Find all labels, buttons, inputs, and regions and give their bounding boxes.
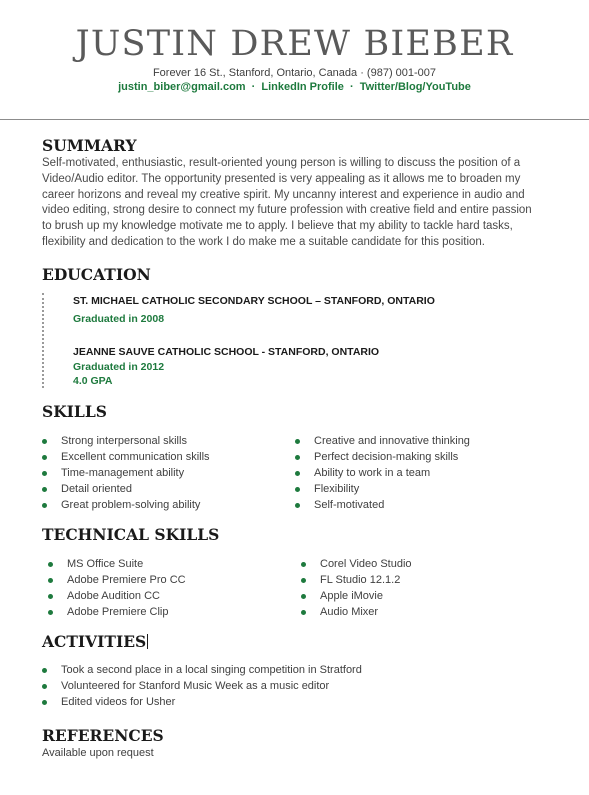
list-item-text: Great problem-solving ability	[61, 499, 201, 511]
list-item	[295, 556, 548, 572]
education-entry	[73, 293, 552, 326]
list-item	[42, 433, 295, 449]
list-item-text: Ability to work in a team	[314, 467, 431, 479]
bullet-icon	[295, 487, 300, 492]
list-item	[42, 465, 295, 481]
list-item	[42, 662, 552, 678]
school-name: ST. MICHAEL CATHOLIC SECONDARY SCHOOL – STANFORD, ONTARIO	[73, 295, 435, 307]
bullet-icon	[295, 471, 300, 476]
list-item-text: Adobe Audition CC	[67, 590, 160, 602]
list-item-text: Adobe Premiere Pro CC	[67, 574, 186, 586]
summary-text: Self-motivated, enthusiastic, result-oriented young person is willing to discuss the position of a Video/Audio editor. The opportunity presented is very appealing as it allows me to broaden my career horizons and reveal my creative spirit. My uncanny interest and experience in audio and video editing, strong desire to connect my future profession with creative field and entire passion to brush up my knowledge motivate me to apply. I believe that my ability to tackle hard tasks, flexibility and dedication to the work I do make me a suitable candidate for this position.	[42, 157, 532, 248]
bullet-icon	[301, 562, 306, 567]
list-item	[295, 433, 548, 449]
section-heading-skills: SKILLS	[42, 402, 107, 421]
graduation-year: Graduated in 2012	[73, 361, 165, 373]
list-item-text: MS Office Suite	[67, 558, 144, 570]
bullet-icon	[301, 610, 306, 615]
bullet-icon	[42, 668, 47, 673]
list-item-text: Self-motivated	[314, 499, 385, 511]
list-item	[295, 497, 548, 513]
header-divider	[0, 119, 589, 120]
bullet-icon	[42, 439, 47, 444]
section-heading-education: EDUCATION	[42, 265, 151, 284]
references-text: Available upon request	[42, 747, 154, 759]
list-item-text: Creative and innovative thinking	[314, 435, 470, 447]
skills-section	[42, 402, 552, 513]
email-link[interactable]: justin_biber@gmail.com	[118, 81, 246, 93]
separator: ·	[251, 81, 256, 93]
technical-skills-left-column	[42, 556, 295, 620]
list-item	[295, 449, 548, 465]
bullet-icon	[301, 578, 306, 583]
contact-links	[0, 81, 589, 93]
bullet-icon	[48, 594, 53, 599]
text-cursor	[147, 634, 148, 649]
list-item-text: Corel Video Studio	[320, 558, 412, 570]
list-item	[42, 694, 552, 710]
social-links[interactable]: Twitter/Blog/YouTube	[359, 81, 471, 93]
list-item-text: Adobe Premiere Clip	[67, 606, 169, 618]
graduation-year: Graduated in 2008	[73, 313, 165, 325]
bullet-icon	[42, 471, 47, 476]
list-item	[295, 572, 548, 588]
education-section	[42, 265, 552, 388]
bullet-icon	[48, 578, 53, 583]
list-item-text: Apple iMovie	[320, 590, 383, 602]
technical-skills-columns	[42, 556, 552, 620]
list-item-text: Excellent communication skills	[61, 451, 210, 463]
list-item	[42, 556, 295, 572]
list-item	[295, 465, 548, 481]
education-list	[42, 293, 552, 388]
gpa: 4.0 GPA	[73, 375, 113, 387]
list-item	[42, 572, 295, 588]
list-item	[295, 481, 548, 497]
list-item-text: Volunteered for Stanford Music Week as a music editor	[61, 680, 330, 692]
bullet-icon	[295, 455, 300, 460]
summary-section	[42, 136, 552, 251]
bullet-icon	[301, 594, 306, 599]
bullet-icon	[295, 503, 300, 508]
contact-address: Forever 16 St., Stanford, Ontario, Canada · (987) 001-007	[152, 67, 437, 79]
list-item	[42, 678, 552, 694]
skills-left-column	[42, 433, 295, 513]
bullet-icon	[42, 487, 47, 492]
bullet-icon	[42, 503, 47, 508]
list-item	[42, 481, 295, 497]
list-item	[42, 588, 295, 604]
linkedin-link[interactable]: LinkedIn Profile	[261, 81, 344, 93]
skills-columns	[42, 433, 552, 513]
references-section	[42, 726, 552, 760]
candidate-name: JUSTIN DREW BIEBER	[75, 24, 514, 64]
list-item-text: Took a second place in a local singing competition in Stratford	[61, 664, 362, 676]
section-heading-technical-skills: TECHNICAL SKILLS	[42, 525, 220, 544]
list-item-text: Strong interpersonal skills	[61, 435, 187, 447]
section-heading-summary: SUMMARY	[42, 136, 137, 155]
technical-skills-right-column	[295, 556, 548, 620]
list-item	[295, 588, 548, 604]
separator: ·	[349, 81, 354, 93]
list-item-text: Flexibility	[314, 483, 360, 495]
bullet-icon	[42, 684, 47, 689]
activities-heading-text: ACTIVITIES	[42, 632, 147, 651]
education-entry	[73, 345, 552, 388]
bullet-icon	[48, 610, 53, 615]
list-item-text: Time-management ability	[61, 467, 185, 479]
list-item-text: Perfect decision-making skills	[314, 451, 459, 463]
list-item-text: Audio Mixer	[320, 606, 379, 618]
activities-section	[42, 632, 552, 710]
activities-list	[42, 662, 552, 710]
bullet-icon	[42, 700, 47, 705]
school-name: JEANNE SAUVE CATHOLIC SCHOOL - STANFORD, ONTARIO	[73, 346, 380, 358]
bullet-icon	[48, 562, 53, 567]
bullet-icon	[42, 455, 47, 460]
list-item	[42, 449, 295, 465]
bullet-icon	[295, 439, 300, 444]
list-item-text: Edited videos for Usher	[61, 696, 176, 708]
section-heading-activities[interactable]	[42, 632, 552, 652]
list-item-text: FL Studio 12.1.2	[320, 574, 401, 586]
section-heading-references: REFERENCES	[42, 726, 164, 745]
list-item	[295, 604, 548, 620]
list-item-text: Detail oriented	[61, 483, 132, 495]
list-item	[42, 604, 295, 620]
skills-right-column	[295, 433, 548, 513]
list-item	[42, 497, 295, 513]
technical-skills-section	[42, 525, 552, 620]
